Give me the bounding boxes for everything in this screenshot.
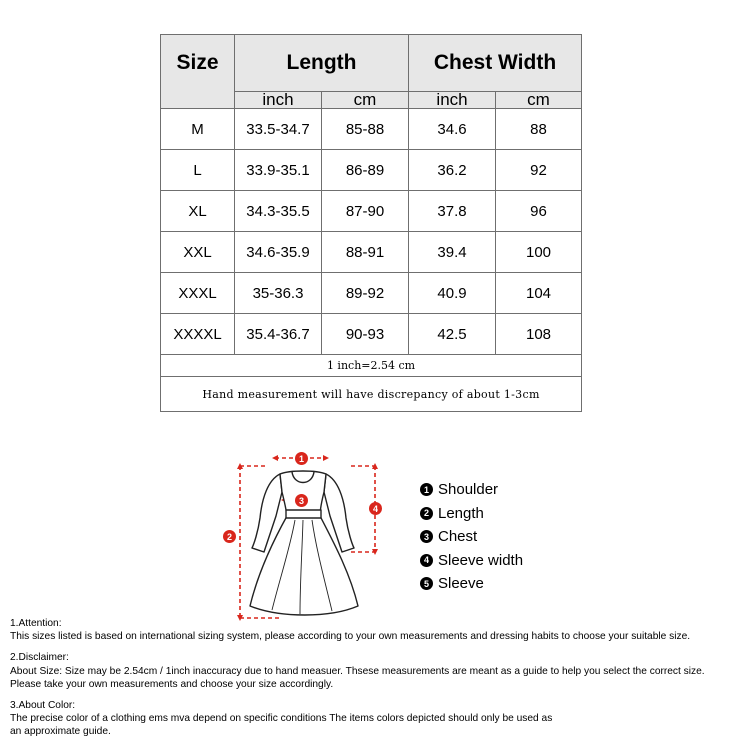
marker-4-icon: 4 — [369, 502, 382, 515]
length-cm-cell: 89-92 — [322, 273, 409, 314]
table-row — [161, 109, 582, 150]
table-row — [161, 232, 582, 273]
length-cm-cell: 85-88 — [322, 109, 409, 150]
table-row — [161, 314, 582, 355]
unit-row — [161, 92, 582, 109]
legend-label: Length — [438, 504, 484, 522]
chest-inch-cell: 37.8 — [409, 191, 496, 232]
number-4-icon: 4 — [420, 554, 433, 567]
size-notes — [10, 617, 745, 747]
length-cm-cell: 88-91 — [322, 232, 409, 273]
legend-label: Sleeve width — [438, 551, 524, 569]
table-header-row — [161, 35, 582, 92]
note-title: 3.About Color: — [10, 700, 76, 712]
chest-inch-cell: 39.4 — [409, 232, 496, 273]
chest-inch-cell: 40.9 — [409, 273, 496, 314]
size-cell: L — [161, 150, 235, 191]
dress-measurement-diagram — [220, 448, 400, 626]
legend-item-sleeve-width — [420, 549, 523, 573]
dress-illustration — [220, 448, 400, 626]
discrepancy-row — [161, 377, 582, 412]
marker-2-icon: 2 — [223, 530, 236, 543]
length-cm-cell: 90-93 — [322, 314, 409, 355]
note-title: 1.Attention: — [10, 618, 62, 629]
length-inch-cell: 35-36.3 — [235, 273, 322, 314]
note-title: 2.Disclaimer: — [10, 652, 69, 664]
length-inch-cell: 33.5-34.7 — [235, 109, 322, 150]
unit-cell: inch — [409, 92, 496, 109]
table-row — [161, 191, 582, 232]
size-cell: XXXL — [161, 273, 235, 314]
unit-cell: cm — [496, 92, 582, 109]
marker-1-icon: 1 — [295, 452, 308, 465]
chest-cm-cell: 88 — [496, 109, 582, 150]
legend-label: Shoulder — [438, 481, 499, 499]
note-text: The precise color of a clothing ems mva depend on specific conditions The items colors depicted should only be used as an approximate guide. — [10, 713, 553, 738]
table-row — [161, 150, 582, 191]
unit-cell: cm — [322, 92, 409, 109]
number-3-icon: 3 — [420, 530, 433, 543]
legend-label: Sleeve — [438, 575, 484, 593]
table-row — [161, 273, 582, 314]
color-note — [10, 699, 745, 739]
legend-item-length — [420, 502, 523, 526]
legend-label: Chest — [438, 528, 478, 546]
length-cm-cell: 87-90 — [322, 191, 409, 232]
measurement-legend — [420, 478, 523, 596]
length-inch-cell: 33.9-35.1 — [235, 150, 322, 191]
chest-inch-cell: 42.5 — [409, 314, 496, 355]
chest-cm-cell: 96 — [496, 191, 582, 232]
length-inch-cell: 35.4-36.7 — [235, 314, 322, 355]
legend-item-shoulder — [420, 478, 523, 502]
chest-cm-cell: 104 — [496, 273, 582, 314]
size-cell: XL — [161, 191, 235, 232]
chest-inch-cell: 36.2 — [409, 150, 496, 191]
length-header: Length — [235, 35, 409, 92]
length-inch-cell: 34.3-35.5 — [235, 191, 322, 232]
attention-note — [10, 617, 745, 643]
size-cell: M — [161, 109, 235, 150]
disclaimer-note — [10, 651, 745, 691]
note-text: This sizes listed is based on international sizing system, please according to your own measurements and dressing habits to choose your suitable size. — [10, 631, 691, 643]
chest-cm-cell: 92 — [496, 150, 582, 191]
size-cell: XXXXL — [161, 314, 235, 355]
chest-cm-cell: 108 — [496, 314, 582, 355]
discrepancy-note: Hand measurement will have discrepancy of about 1-3cm — [161, 377, 582, 412]
size-cell: XXL — [161, 232, 235, 273]
number-5-icon: 5 — [420, 577, 433, 590]
conversion-row — [161, 355, 582, 377]
chest-cm-cell: 100 — [496, 232, 582, 273]
number-2-icon: 2 — [420, 507, 433, 520]
length-cm-cell: 86-89 — [322, 150, 409, 191]
number-1-icon: 1 — [420, 483, 433, 496]
note-text: About Size: Size may be 2.54cm / 1inch inaccuracy due to hand measuer. Thsese measurements are meant as a guide to help you select the correct size. Please take your own measurements and choose your size accordingly. — [10, 665, 705, 690]
marker-3-icon: 3 — [295, 494, 308, 507]
legend-item-chest — [420, 525, 523, 549]
size-header: Size — [161, 35, 235, 92]
length-inch-cell: 34.6-35.9 — [235, 232, 322, 273]
chest-width-header: Chest Width — [409, 35, 582, 92]
dress-outline — [250, 471, 358, 615]
unit-cell: inch — [235, 92, 322, 109]
chest-inch-cell: 34.6 — [409, 109, 496, 150]
unit-blank-cell — [161, 92, 235, 109]
legend-item-sleeve — [420, 572, 523, 596]
conversion-note: 1 inch=2.54 cm — [161, 355, 582, 377]
size-chart-table — [160, 34, 582, 412]
